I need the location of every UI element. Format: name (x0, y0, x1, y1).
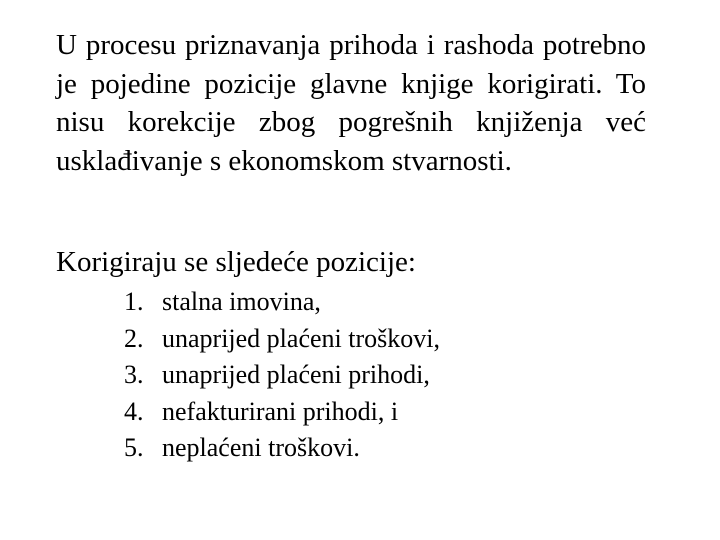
positions-list (124, 284, 440, 467)
list-item-text: neplaćeni troškovi. (162, 433, 360, 462)
list-item-text: unaprijed plaćeni prihodi, (162, 360, 430, 389)
list-item (124, 321, 440, 358)
list-item-number: 5. (124, 433, 144, 462)
list-item (124, 284, 440, 321)
list-item (124, 430, 440, 467)
list-item (124, 357, 440, 394)
intro-paragraph: U procesu priznavanja prihoda i rashoda potrebno je pojedine pozicije glavne knjige korigirati. To nisu korekcije zbog pogrešnih knjiženja već usklađivanje s ekonomskom stvarnosti. (56, 29, 646, 177)
list-item-text: unaprijed plaćeni troškovi, (162, 323, 440, 353)
list-item-number: 2. (124, 323, 144, 353)
list-item-text: stalna imovina, (162, 287, 321, 316)
list-item-number: 3. (124, 360, 144, 389)
list-item-number: 4. (124, 396, 144, 426)
list-item-text: nefakturirani prihodi, i (162, 396, 399, 426)
list-item-number: 1. (124, 287, 144, 316)
list-intro: Korigiraju se sljedeće pozicije: (56, 246, 416, 278)
list-item (124, 394, 440, 431)
